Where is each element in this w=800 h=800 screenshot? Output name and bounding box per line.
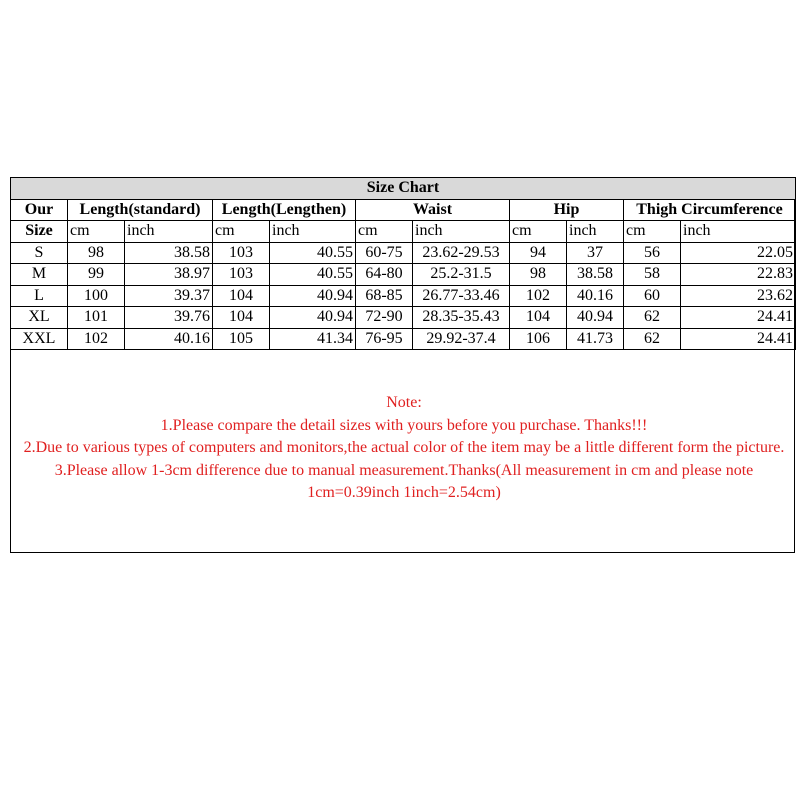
table-cell: 38.58 — [567, 264, 624, 286]
table-cell: 25.2-31.5 — [413, 264, 510, 286]
size-cell: L — [11, 285, 68, 307]
table-cell: 40.94 — [270, 285, 356, 307]
table-cell: 64-80 — [356, 264, 413, 286]
note-line-3: 3.Please allow 1-3cm difference due to manual measurement.Thanks(All measurement in cm and please note 1cm=0.39inch 1inch=2.54cm) — [54, 461, 754, 501]
table-cell: 28.35-35.43 — [413, 307, 510, 329]
unit-cell: inch — [125, 221, 213, 243]
table-cell: 40.55 — [270, 264, 356, 286]
unit-cell: inch — [567, 221, 624, 243]
table-cell: 40.94 — [270, 307, 356, 329]
table-cell: 60-75 — [356, 242, 413, 264]
notes-heading: Note: — [386, 394, 422, 411]
notes-section — [14, 392, 794, 505]
table-cell: 104 — [213, 307, 270, 329]
unit-cell: cm — [68, 221, 125, 243]
table-cell: 38.58 — [125, 242, 213, 264]
table-cell: 40.94 — [567, 307, 624, 329]
table-cell: 22.05 — [681, 242, 796, 264]
table-cell: 104 — [510, 307, 567, 329]
unit-cell: cm — [510, 221, 567, 243]
table-cell: 26.77-33.46 — [413, 285, 510, 307]
table-cell: 62 — [624, 328, 681, 350]
table-cell: 98 — [510, 264, 567, 286]
unit-cell: cm — [213, 221, 270, 243]
unit-cell: cm — [624, 221, 681, 243]
table-cell: 72-90 — [356, 307, 413, 329]
table-cell: 102 — [510, 285, 567, 307]
size-cell: XXL — [11, 328, 68, 350]
table-cell: 39.76 — [125, 307, 213, 329]
table-row — [11, 242, 796, 264]
table-cell: 22.83 — [681, 264, 796, 286]
size-chart-table — [10, 177, 796, 350]
size-cell: M — [11, 264, 68, 286]
table-cell: 68-85 — [356, 285, 413, 307]
table-cell: 29.92-37.4 — [413, 328, 510, 350]
table-cell: 99 — [68, 264, 125, 286]
table-cell: 38.97 — [125, 264, 213, 286]
header-size: Size — [11, 221, 68, 243]
table-title: Size Chart — [11, 178, 796, 200]
header-hip: Hip — [510, 199, 624, 221]
table-cell: 40.16 — [567, 285, 624, 307]
table-cell: 39.37 — [125, 285, 213, 307]
header-waist: Waist — [356, 199, 510, 221]
note-line-1: 1.Please compare the detail sizes with yours before you purchase. Thanks!!! — [160, 416, 648, 434]
table-cell: 100 — [68, 285, 125, 307]
header-length-standard: Length(standard) — [68, 199, 213, 221]
unit-cell: inch — [270, 221, 356, 243]
table-cell: 24.41 — [681, 328, 796, 350]
table-cell: 40.16 — [125, 328, 213, 350]
table-cell: 62 — [624, 307, 681, 329]
table-cell: 40.55 — [270, 242, 356, 264]
table-cell: 94 — [510, 242, 567, 264]
table-row — [11, 264, 796, 286]
note-line-2: 2.Due to various types of computers and monitors,the actual color of the item may be a little different form the picture. — [23, 439, 785, 456]
table-cell: 101 — [68, 307, 125, 329]
table-cell: 103 — [213, 264, 270, 286]
table-cell: 105 — [213, 328, 270, 350]
table-cell: 37 — [567, 242, 624, 264]
table-title-row — [11, 178, 796, 200]
table-cell: 23.62-29.53 — [413, 242, 510, 264]
header-our: Our — [11, 199, 68, 221]
table-header-row — [11, 199, 796, 221]
table-cell: 102 — [68, 328, 125, 350]
unit-cell: cm — [356, 221, 413, 243]
table-cell: 41.73 — [567, 328, 624, 350]
size-cell: S — [11, 242, 68, 264]
unit-cell: inch — [681, 221, 796, 243]
table-cell: 98 — [68, 242, 125, 264]
table-cell: 76-95 — [356, 328, 413, 350]
table-cell: 106 — [510, 328, 567, 350]
table-unit-row — [11, 221, 796, 243]
unit-cell: inch — [413, 221, 510, 243]
table-cell: 23.62 — [681, 285, 796, 307]
table-cell: 24.41 — [681, 307, 796, 329]
header-length-lengthen: Length(Lengthen) — [213, 199, 356, 221]
table-cell: 60 — [624, 285, 681, 307]
table-cell: 56 — [624, 242, 681, 264]
size-cell: XL — [11, 307, 68, 329]
table-cell: 103 — [213, 242, 270, 264]
table-cell: 104 — [213, 285, 270, 307]
table-cell: 41.34 — [270, 328, 356, 350]
table-row — [11, 328, 796, 350]
table-row — [11, 307, 796, 329]
header-thigh-circumference: Thigh Circumference — [624, 199, 796, 221]
table-row — [11, 285, 796, 307]
table-cell: 58 — [624, 264, 681, 286]
